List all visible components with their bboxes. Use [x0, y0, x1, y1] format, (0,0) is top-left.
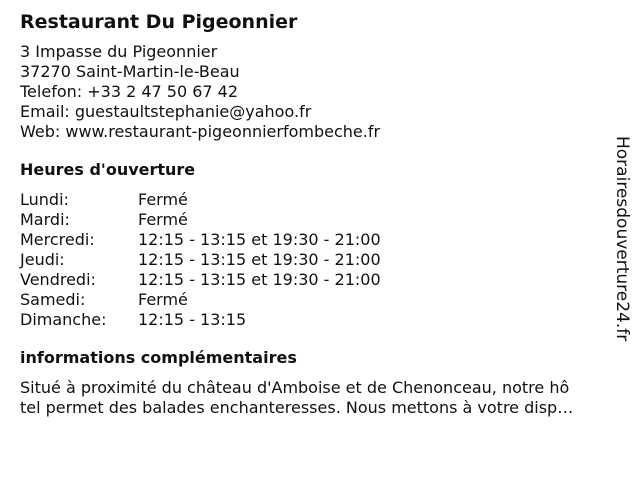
- hours-row-monday: [20, 190, 610, 210]
- day-label: Vendredi:: [20, 270, 96, 289]
- day-label: Lundi:: [20, 190, 69, 209]
- hours-row-thursday: [20, 250, 610, 270]
- hours-row-wednesday: [20, 230, 610, 250]
- hours-row-tuesday: [20, 210, 610, 230]
- day-hours: 12:15 - 13:15 et 19:30 - 21:00: [138, 250, 381, 269]
- vertical-brand-watermark: [612, 136, 632, 346]
- day-label: Mercredi:: [20, 230, 95, 249]
- address-line-2: 37270 Saint-Martin-le-Beau: [20, 62, 240, 81]
- day-label: Samedi:: [20, 290, 86, 309]
- brand-text: Horairesdouverture24.fr: [612, 136, 632, 342]
- address-line-1: 3 Impasse du Pigeonnier: [20, 42, 218, 61]
- hours-row-sunday: [20, 310, 610, 330]
- day-label: Dimanche:: [20, 310, 107, 329]
- hours-heading: Heures d'ouverture: [20, 160, 196, 179]
- web-line: Web: www.restaurant-pigeonnierfombeche.fr: [20, 122, 381, 141]
- day-label: Mardi:: [20, 210, 70, 229]
- phone-line: Telefon: +33 2 47 50 67 42: [20, 82, 239, 101]
- hours-row-saturday: [20, 290, 610, 310]
- info-heading: informations complémentaires: [20, 348, 297, 367]
- hours-row-friday: [20, 270, 610, 290]
- day-hours: Fermé: [138, 290, 188, 309]
- info-text-line-1: Situé à proximité du château d'Amboise et de Chenonceau, notre hô: [20, 378, 570, 397]
- email-line: Email: guestaultstephanie@yahoo.fr: [20, 102, 312, 121]
- info-text-line-2: tel permet des balades enchanteresses. Nous mettons à votre disp…: [20, 398, 574, 417]
- day-hours: Fermé: [138, 210, 188, 229]
- restaurant-card: [20, 10, 610, 418]
- day-hours: 12:15 - 13:15 et 19:30 - 21:00: [138, 270, 381, 289]
- day-hours: 12:15 - 13:15 et 19:30 - 21:00: [138, 230, 381, 249]
- restaurant-name: Restaurant Du Pigeonnier: [20, 11, 298, 33]
- day-label: Jeudi:: [20, 250, 65, 269]
- day-hours: 12:15 - 13:15: [138, 310, 247, 329]
- day-hours: Fermé: [138, 190, 188, 209]
